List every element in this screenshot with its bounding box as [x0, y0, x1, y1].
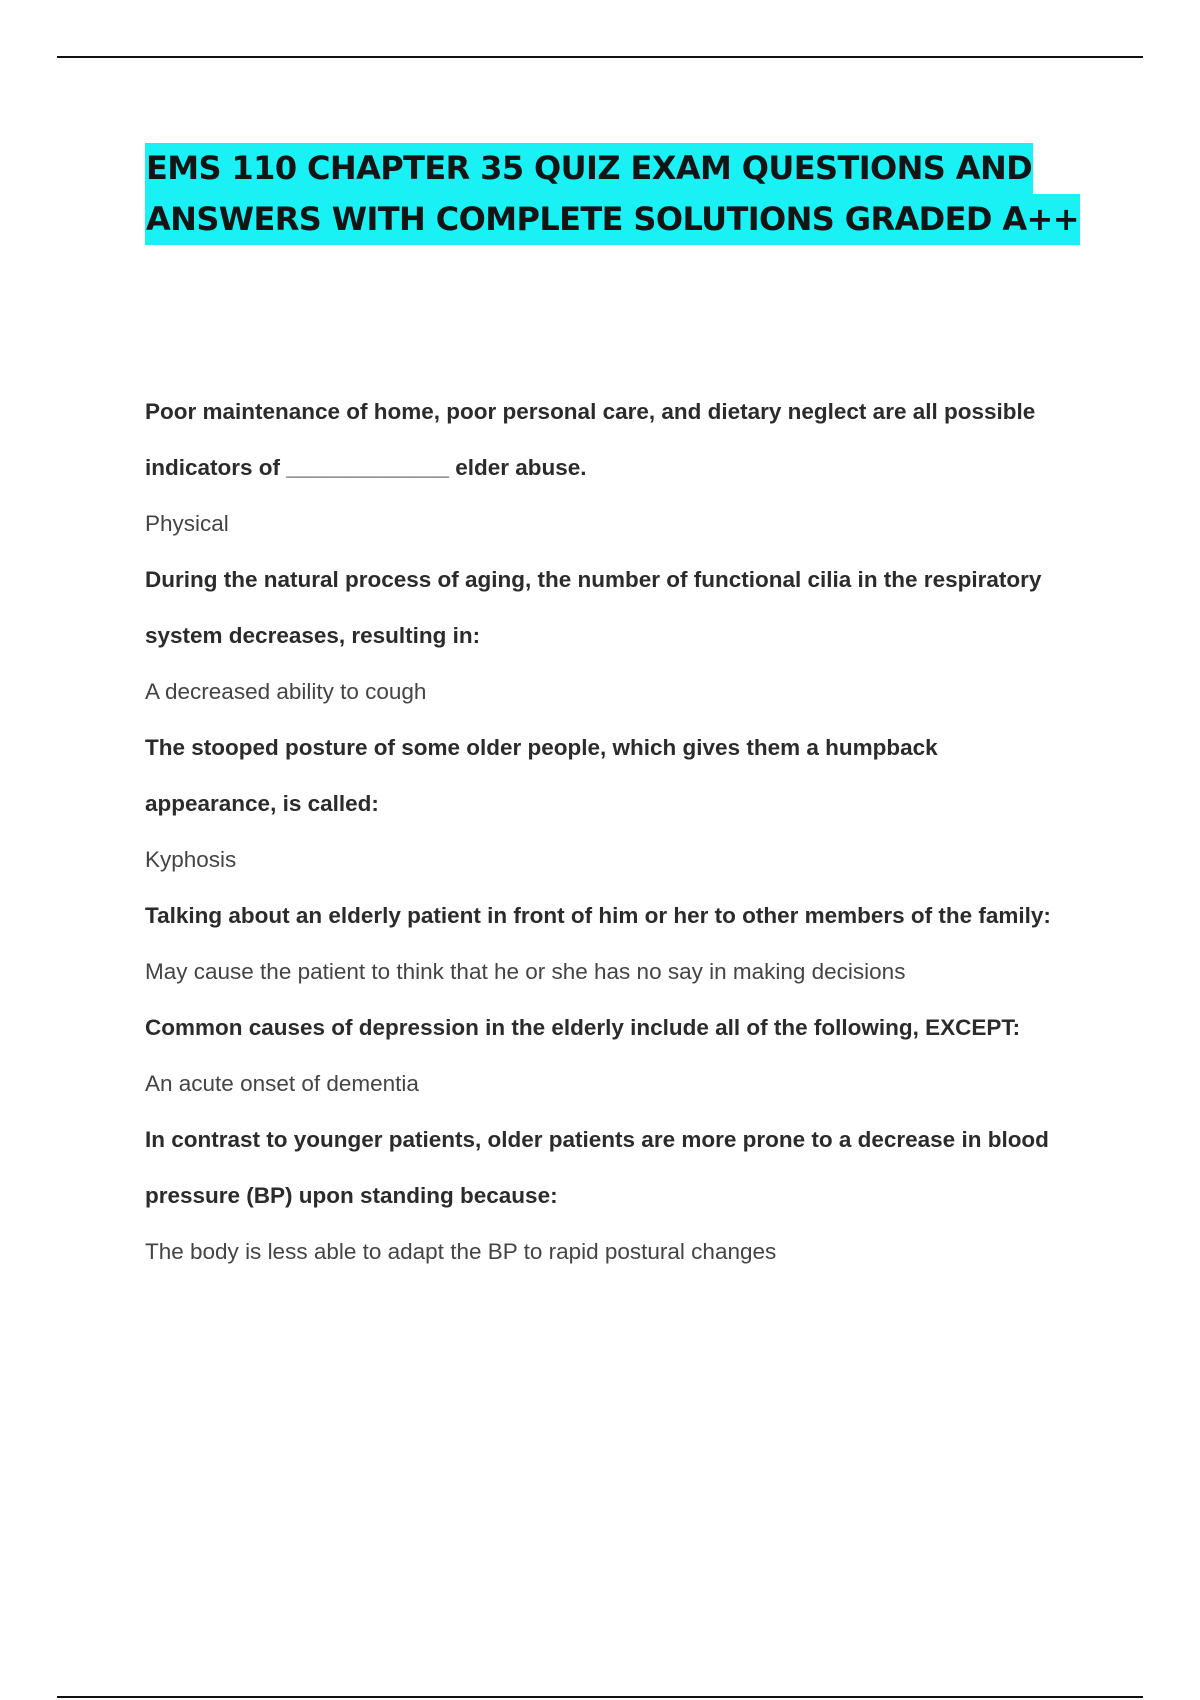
qa-list: [145, 384, 1065, 1280]
answer-text: An acute onset of dementia: [145, 1071, 419, 1096]
document-title: [145, 143, 1105, 245]
answer-text: Kyphosis: [145, 847, 237, 872]
answer-text: Physical: [145, 511, 229, 536]
question-text: The stooped posture of some older people, which gives them a humpback appearance, is called:: [145, 735, 938, 816]
qa-item-6: [145, 1112, 1065, 1280]
title-line-2: ANSWERS WITH COMPLETE SOLUTIONS GRADED A++: [145, 194, 1080, 245]
qa-item-2: [145, 552, 1065, 720]
answer-text: A decreased ability to cough: [145, 679, 427, 704]
qa-item-4: [145, 888, 1065, 1000]
question-text: During the natural process of aging, the number of functional cilia in the respiratory system decreases, resulting in:: [145, 567, 1042, 648]
title-line-1: EMS 110 CHAPTER 35 QUIZ EXAM QUESTIONS AND: [145, 143, 1033, 194]
qa-item-3: [145, 720, 1065, 888]
qa-item-5: [145, 1000, 1065, 1112]
answer-text: The body is less able to adapt the BP to rapid postural changes: [145, 1239, 777, 1264]
question-text: Common causes of depression in the elderly include all of the following, EXCEPT:: [145, 1015, 1021, 1040]
question-text: Talking about an elderly patient in front of him or her to other members of the family:: [145, 903, 1051, 928]
answer-text: May cause the patient to think that he or she has no say in making decisions: [145, 959, 906, 984]
question-text: Poor maintenance of home, poor personal care, and dietary neglect are all possible indicators of _____________ elder abuse.: [145, 399, 1036, 480]
header-rule: [57, 56, 1143, 58]
qa-item-1: [145, 384, 1065, 552]
question-text: In contrast to younger patients, older patients are more prone to a decrease in blood pressure (BP) upon standing because:: [145, 1127, 1049, 1208]
footer-rule: [57, 1696, 1143, 1698]
